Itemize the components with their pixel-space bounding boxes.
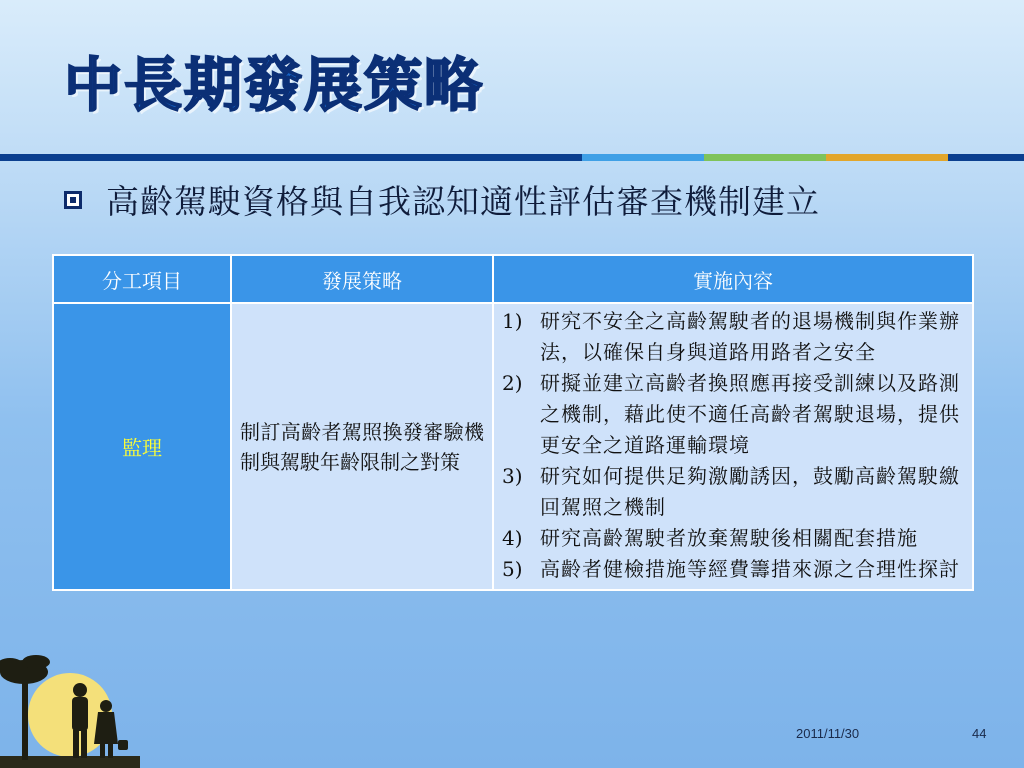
- divider-accent-orange: [826, 154, 948, 161]
- list-item-text: 研究如何提供足夠激勵誘因，鼓勵高齡駕駛繳回駕照之機制: [540, 464, 960, 519]
- strategy-cell: 制訂高齡者駕照換發審驗機制與駕駛年齡限制之對策: [231, 303, 493, 590]
- slide-title: 中長期發展策略: [64, 51, 485, 119]
- content-cell: [493, 303, 973, 590]
- list-item-number: 5): [502, 557, 523, 581]
- page-number: 44: [972, 726, 987, 741]
- list-item-text: 研究高齡駕駛者放棄駕駛後相關配套措施: [540, 526, 918, 550]
- divider-accent-green: [704, 154, 826, 161]
- category-cell: 監理: [53, 303, 231, 590]
- header-division: 分工項目: [53, 255, 231, 303]
- list-item-text: 高齡者健檢措施等經費籌措來源之合理性探討: [540, 557, 960, 581]
- table-row: [53, 303, 973, 590]
- divider-accent-blue: [582, 154, 704, 161]
- header-strategy: 發展策略: [231, 255, 493, 303]
- list-item-number: 3): [502, 464, 523, 488]
- list-item: [502, 461, 964, 523]
- list-item-number: 4): [502, 526, 523, 550]
- title-divider: [0, 154, 1024, 161]
- list-item-text: 研究不安全之高齡駕駛者的退場機制與作業辦法，以確保自身與道路用路者之安全: [540, 309, 960, 364]
- square-bullet-icon: [64, 191, 82, 209]
- bullet-point: [64, 176, 820, 223]
- list-item: [502, 554, 964, 585]
- list-item: [502, 523, 964, 554]
- footer-date: 2011/11/30: [796, 726, 860, 741]
- elderly-couple-illustration: [0, 640, 140, 768]
- ground-shape: [0, 756, 140, 768]
- list-item: [502, 306, 964, 368]
- list-item-number: 2): [502, 371, 523, 395]
- list-item: [502, 368, 964, 461]
- list-item-number: 1): [502, 309, 523, 333]
- list-item-text: 研擬並建立高齡者換照應再接受訓練以及路測之機制，藉此使不適任高齡者駕駛退場，提供更安全之道路運輸環境: [540, 371, 960, 457]
- header-content: 實施內容: [493, 255, 973, 303]
- strategy-table: [52, 254, 974, 591]
- table-header-row: [53, 255, 973, 303]
- bullet-text: 高齡駕駛資格與自我認知適性評估審查機制建立: [106, 182, 820, 221]
